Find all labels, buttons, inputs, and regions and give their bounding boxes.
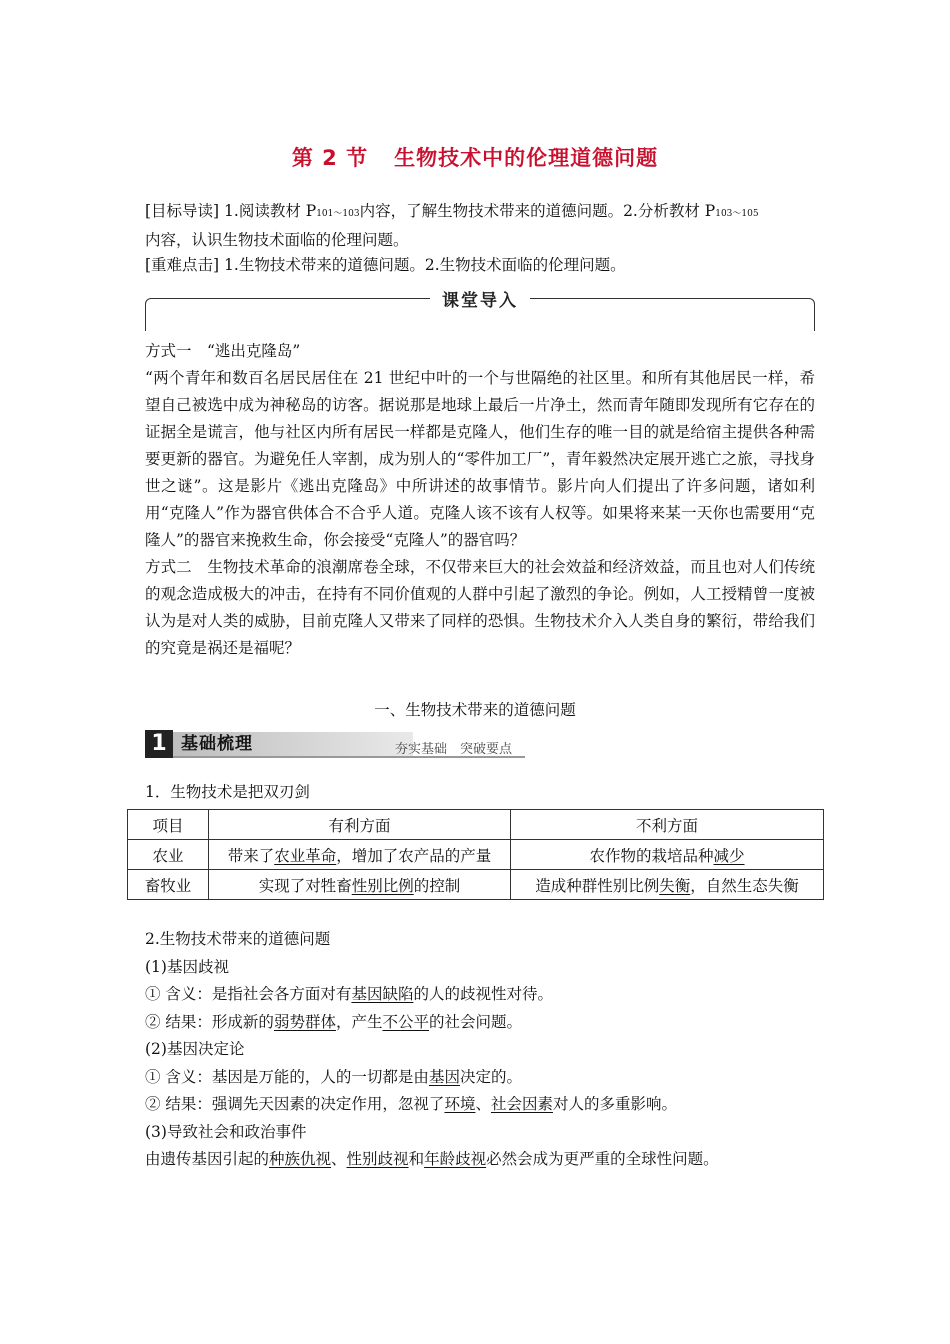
section-label: 课堂导入 [430, 286, 530, 311]
table-header-row [128, 810, 824, 840]
cell-text: 带来了 [227, 846, 275, 865]
item-text: ，产生 [335, 1012, 383, 1031]
cell-text: 的控制 [413, 876, 461, 895]
page-range: 103～105 [715, 209, 759, 219]
cell-text: 农作物的栽培品种 [589, 846, 714, 865]
pros-cons-table [127, 809, 824, 900]
intro-way1-text: “两个青年和数百名居民居住在 21 世纪中叶的一个与世隔绝的社区里。和所有其他居民一样，希望自己被选中成为神秘岛的访客。据说那是地球上最后一片净土，然而青年随即发现所有它存在的证据全是谎言，他与社区内所有居民一样都是克隆人，他们生存的唯一目的就是给宿主提供各种需要更新的器官。为避免任人宰割，成为别人的“零件加工厂”，青年毅然决定展开逃亡之旅，寻找身世之谜”。这是影片《逃出克隆岛》中所讲述的故事情节。影片向人们提出了许多问题，诸如利用“克隆人”作为器官供体合不合乎人道。克隆人该不该有人权等。如果将来某一天你也需要用“克隆人”的器官来挽救生命，你会接受“克隆人”的器官吗？ [145, 369, 815, 549]
learning-goals [145, 198, 815, 253]
banner-label: 基础梳理 [181, 734, 253, 754]
item-text: 对人的多重影响。 [552, 1095, 677, 1113]
item-text: 必然会成为更严重的全球性问题。 [486, 1150, 719, 1168]
answer-blank: 环境 [444, 1095, 476, 1113]
cell-text: 实现了对牲畜 [258, 876, 352, 895]
cell-text: ，自然生态失衡 [690, 876, 799, 895]
answer-blank: 年龄歧视 [424, 1150, 487, 1168]
item-text: 、 [331, 1150, 347, 1168]
list-subheading: (1)基因歧视 [145, 957, 229, 976]
goal-text: 内容，了解生物技术带来的道德问题。2.分析教材 P [359, 202, 716, 220]
table-row [128, 840, 824, 870]
key-points-label: [重难点击] [145, 256, 220, 274]
ethics-list [145, 926, 825, 1174]
goal-text: 内容，认识生物技术面临的伦理问题。 [145, 231, 409, 249]
answer-blank: 农业革命 [274, 846, 337, 865]
table-header: 有利方面 [209, 810, 511, 840]
intro-way2-text: 方式二 生物技术革命的浪潮席卷全球，不仅带来巨大的社会效益和经济效益，而且也对人们传统的观念造成极大的冲击，在持有不同价值观的人群中引起了激烈的争论。例如，人工授精曾一度被认为是对人类的威胁，目前克隆人又带来了同样的恐惧。生物技术介入人类自身的繁衍，带给我们的究竟是祸还是福呢？ [145, 558, 815, 657]
table-caption: 1．生物技术是把双刃剑 [145, 783, 310, 801]
list-item [145, 1064, 825, 1092]
list-item [145, 1146, 825, 1174]
item-text: 、 [475, 1095, 491, 1113]
item-text: ② 结果：形成新的 [145, 1012, 274, 1031]
item-text: 和 [408, 1150, 425, 1168]
intro-way1-title: 方式一 “逃出克隆岛” [145, 342, 301, 360]
table-header: 不利方面 [511, 810, 824, 840]
goal-label: [目标导读] [145, 202, 220, 220]
banner-slogan: 夯实基础 突破要点 [395, 742, 513, 757]
page-title [0, 142, 950, 172]
table-cell [209, 870, 511, 900]
cell-text: ，增加了农产品的产量 [336, 846, 492, 865]
answer-blank: 减少 [713, 846, 745, 865]
goal-text: 1.阅读教材 P [224, 202, 317, 220]
answer-blank: 社会因素 [490, 1095, 553, 1113]
list-item [145, 1091, 825, 1119]
section-title: 生物技术中的伦理道德问题 [394, 146, 659, 170]
list-item [145, 1009, 825, 1037]
answer-blank: 基因缺陷 [351, 985, 414, 1003]
list-item [145, 981, 825, 1009]
section-banner [145, 730, 525, 758]
list-subheading: (3)导致社会和政治事件 [145, 1122, 307, 1141]
subsection-heading: 一、生物技术带来的道德问题 [374, 701, 576, 719]
table-cell: 农业 [128, 840, 209, 870]
intro-text [145, 338, 815, 662]
banner-number: 1 [145, 730, 173, 758]
item-text: ① 含义：是指社会各方面对有 [145, 985, 352, 1003]
answer-blank: 性别歧视 [346, 1150, 409, 1168]
cell-text: 造成种群性别比例 [535, 876, 660, 895]
item-text: ① 含义：基因是万能的，人的一切都是由 [145, 1067, 429, 1086]
section-number: 第 2 节 [291, 146, 369, 170]
table-cell [511, 870, 824, 900]
table-header: 项目 [128, 810, 209, 840]
answer-blank: 种族仇视 [269, 1150, 332, 1168]
item-text: ② 结果：强调先天因素的决定作用，忽视了 [145, 1095, 445, 1113]
page-range: 101～103 [316, 209, 360, 219]
answer-blank: 弱势群体 [273, 1012, 336, 1031]
item-text: 的人的歧视性对待。 [413, 985, 553, 1003]
answer-blank: 不公平 [382, 1012, 429, 1031]
answer-blank: 性别比例 [351, 876, 414, 895]
answer-blank: 失衡 [659, 876, 691, 895]
section-frame [145, 291, 815, 331]
list-subheading: (2)基因决定论 [145, 1040, 245, 1058]
key-points-text: 1.生物技术带来的道德问题。2.生物技术面临的伦理问题。 [224, 256, 626, 274]
list-heading: 2.生物技术带来的道德问题 [145, 930, 331, 948]
item-text: 决定的。 [459, 1067, 522, 1086]
table-cell [209, 840, 511, 870]
item-text: 的社会问题。 [428, 1012, 522, 1031]
answer-blank: 基因 [428, 1067, 460, 1086]
item-text: 由遗传基因引起的 [145, 1150, 270, 1168]
table-cell: 畜牧业 [128, 870, 209, 900]
key-points [145, 252, 815, 278]
table-cell [511, 840, 824, 870]
table-row [128, 870, 824, 900]
